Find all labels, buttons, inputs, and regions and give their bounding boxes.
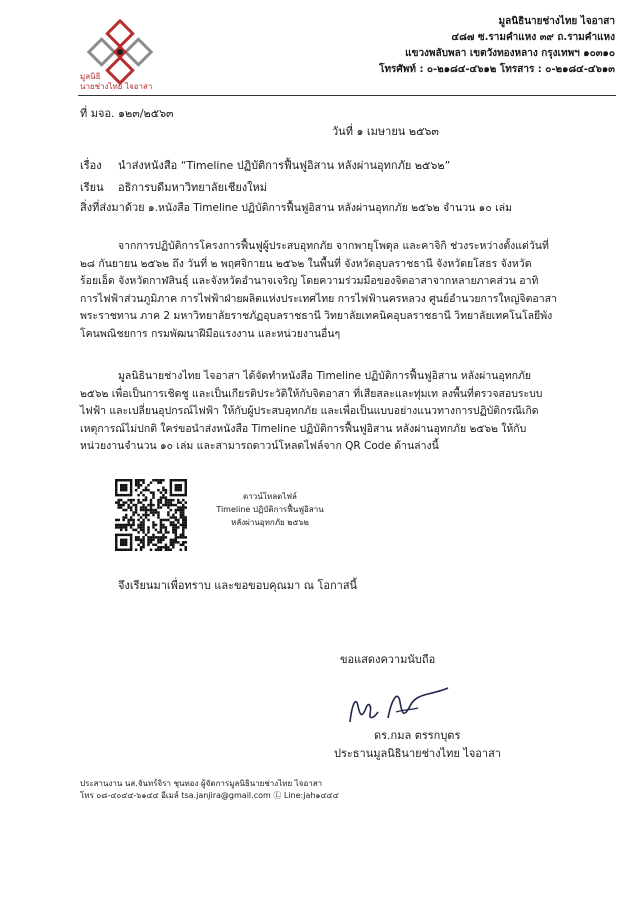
para1-line: การไฟฟ้าส่วนภูมิภาค การไฟฟ้าฝ่ายผลิตแห่งประเทศไทย การไฟฟ้านครหลวง ศูนย์อำนวยการใหญ่จิตอาสา	[80, 292, 557, 305]
subject-text: นำส่งหนังสือ “Timeline ปฏิบัติการฟื้นฟูอิสาน หลังผ่านอุทกภัย ๒๕๖๒”	[118, 159, 451, 172]
para1-line: พระราชทาน ภาค 2 มหาวิทยาลัยราชภัฏอุบลราชธานี วิทยาลัยเทคนิคอุบลราชธานี วิทยาลัยเทคโนโลยีพัง	[80, 310, 553, 322]
para2-line: ไฟฟ้า และเปลี่ยนอุปกรณ์ไฟฟ้า ให้กับผู้ประสบอุทกภัย และเพื่อเป็นแบบอย่างแนวทางการปฏิบัติกรณีเกิด	[80, 405, 539, 417]
para1-line: ร้อยเอ็ด จังหวัดกาฬสินธุ์ และจังหวัดอำนาจเจริญ โดยความร่วมมือของจิตอาสาจากหลายภาคส่วน อาทิ	[80, 275, 539, 287]
qr-caption-line: Timeline ปฏิบัติการฟื้นฟูอิสาน	[216, 505, 324, 514]
para2-line: ๒๕๖๒ เพื่อเป็นการเชิดชู และเป็นเกียรติประวัติให้กับจิตอาสา ที่เสียสละและทุ่มเท ลงพื้นที่ตรวจสอบระบบ	[80, 387, 543, 400]
address-line-2: แขวงพลับพลา เขตวังทองหลาง กรุงเทพฯ ๑๐๓๑๐	[405, 48, 615, 59]
logo-subtitle: มูลนิธิ นายช่างไทย ไจอาสา	[80, 72, 153, 91]
body-paragraph-2	[80, 368, 600, 456]
para1-line: โคนพณิชยการ กรมพัฒนาฝีมือแรงงาน และหน่วยงานอื่นๆ	[80, 327, 341, 340]
signer-title: ประธานมูลนิธินายช่างไทย ไจอาสา	[334, 747, 501, 760]
enclosure-text: ๑.หนังสือ Timeline ปฏิบัติการฟื้นฟูอิสาน หลังผ่านอุทกภัย ๒๕๖๒ จำนวน ๑๐ เล่ม	[148, 202, 513, 214]
qr-code[interactable]	[115, 479, 187, 551]
recipient-label: เรียน	[80, 181, 104, 194]
contact-footer	[80, 778, 339, 802]
para2-line: หน่วยงานจำนวน ๑๐ เล่ม และสามารถดาวน์โหลดไฟล์จาก QR Code ด้านล่างนี้	[80, 440, 439, 452]
para1-line: จากการปฏิบัติการโครงการฟื้นฟูผู้ประสบอุทกภัย จากพายุโพดุล และคาจิกิ ช่วงระหว่างตั้งแต่วันที่	[118, 240, 549, 252]
qr-caption-line: ดาวน์โหลดไฟล์	[243, 492, 297, 501]
closing-text: จึงเรียนมาเพื่อทราบ และขอขอบคุณมา ณ โอกาสนี้	[118, 579, 358, 592]
para2-line: มูลนิธินายช่างไทย ไจอาสา ได้จัดทำหนังสือ Timeline ปฏิบัติการฟื้นฟูอิสาน หลังผ่านอุทกภัย	[118, 370, 532, 382]
para2-line: เหตุการณ์ไม่ปกติ ใคร่ขอนำส่งหนังสือ Timeline ปฏิบัติการฟื้นฟูอิสาน หลังผ่านอุทกภัย ๒๕๖๒ ให้กับ	[80, 422, 527, 435]
handwritten-signature	[340, 684, 450, 728]
header-divider	[78, 95, 616, 96]
org-name: มูลนิธินายช่างไทย ไจอาสา	[498, 16, 615, 27]
phone-fax: โทรศัพท์ : ๐-๒๑๘๔-๔๖๑๒ โทรสาร : ๐-๒๑๘๔-๔๖๑๓	[379, 64, 615, 75]
letterhead	[255, 14, 615, 78]
qr-caption	[195, 490, 345, 529]
enclosure-label: สิ่งที่ส่งมาด้วย	[80, 201, 145, 214]
subject-label: เรื่อง	[80, 159, 102, 172]
recipient-text: อธิการบดีมหาวิทยาลัยเชียงใหม่	[118, 181, 268, 194]
signer-name: ดร.กมล ตรรกบุตร	[374, 729, 461, 742]
address-line-1: ๔๘๗ ซ.รามคำแหง ๓๙ ถ.รามคำแหง	[451, 32, 615, 43]
reference-number: ที่ มจอ. ๑๒๓/๒๕๖๓	[80, 107, 174, 120]
body-paragraph-1	[80, 238, 600, 343]
para1-line: ๒๘ กันยายน ๒๕๖๒ ถึง วันที่ ๒ พฤศจิกายน ๒๕๖๒ ในพื้นที่ จังหวัดอุบลราชธานี จังหวัดยโสธร จังหวัด	[80, 257, 532, 270]
footer-line-2: โทร ๐๘-๔๐๔๔-๖๑๔๔ อีเมล์ tsa.janjira@gmail.com Ⓛ Line:jah๑๔๔๔	[80, 791, 339, 800]
regards-text: ขอแสดงความนับถือ	[340, 653, 436, 666]
footer-line-1: ประสานงาน นส.จันทร์จิรา ชุนทอง ผู้จัดการมูลนิธินายช่างไทย ไจอาสา	[80, 779, 323, 788]
letter-date: วันที่ ๑ เมษายน ๒๕๖๓	[332, 125, 439, 138]
qr-caption-line: หลังผ่านอุทกภัย ๒๕๖๒	[231, 518, 309, 527]
